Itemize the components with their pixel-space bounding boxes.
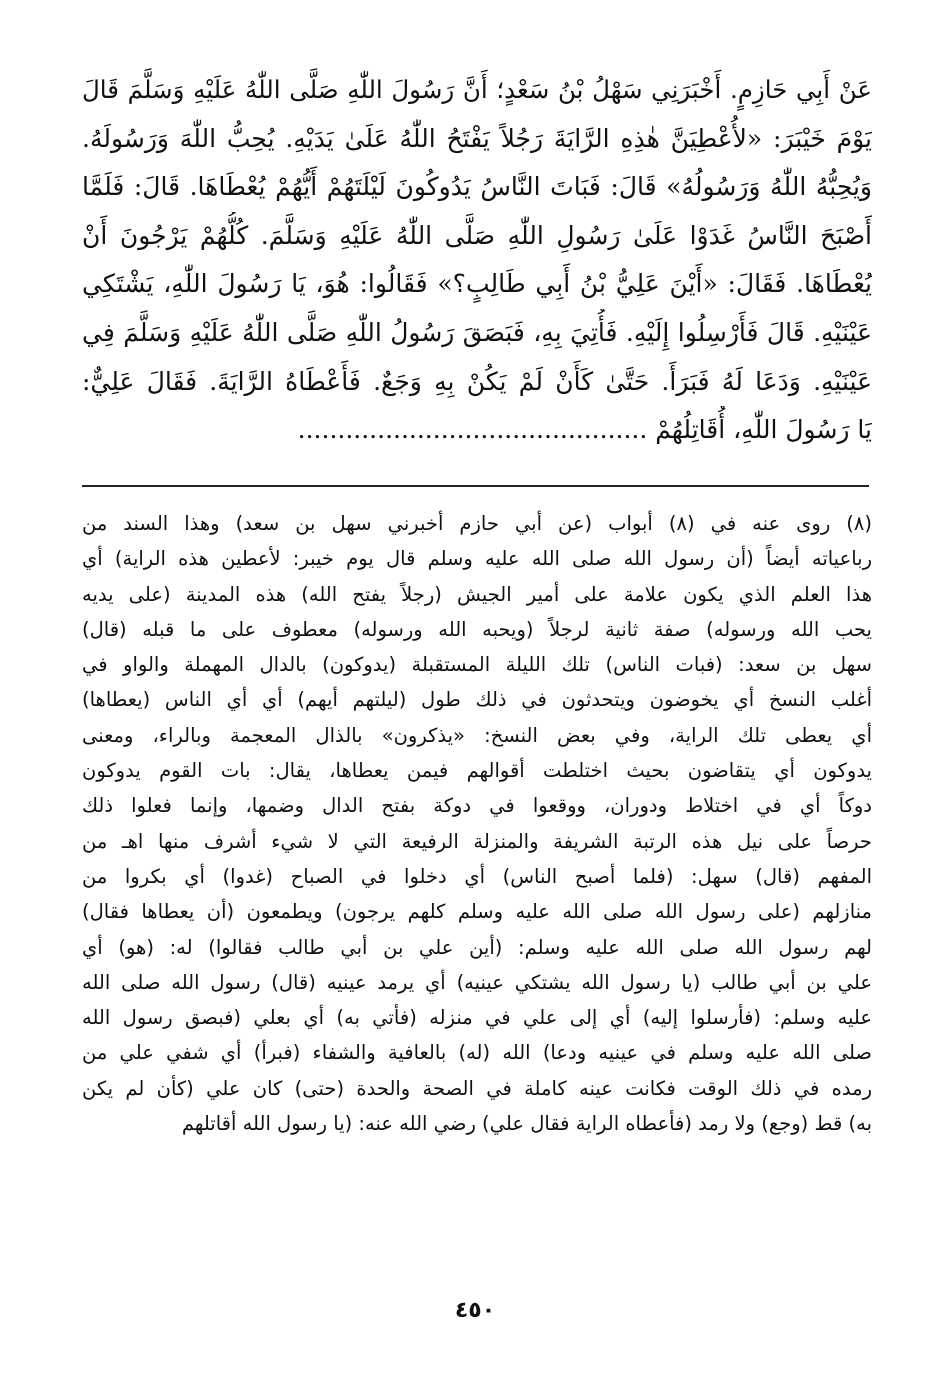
hadith-line: يُعْطَاهَا. فَقَالَ: «أَيْنَ عَلِيُّ بْنُ أَبِي طَالِبٍ؟» فَقَالُوا: هُوَ، يَا رَسُولَ اللّٰهِ، يَشْتَكِي xyxy=(82,269,872,299)
footnote-line: رمده في ذلك الوقت فكانت عينه كاملة في الصحة والحدة (حتى) كان علي (كأن لم يكن xyxy=(82,1076,872,1100)
hadith-line: وَيُحِبُّهُ اللّٰهُ وَرَسُولُهُ» قَالَ: فَبَاتَ النَّاسُ يَدُوكُونَ لَيْلَتَهُمْ أَيُّهُمْ يُعْطَاهَا. قَالَ: فَلَمَّا xyxy=(82,172,872,202)
hadith-line: عَيْنَيْهِ. وَدَعَا لَهُ فَبَرَأَ. حَتَّىٰ كَأَنْ لَمْ يَكُنْ بِهِ وَجَعٌ. فَأَعْطَاهُ الرَّايَةَ. فَقَالَ عَلِيٌّ: xyxy=(82,366,872,396)
hadith-line: يَا رَسُولَ اللّٰهِ، أُقَاتِلُهُمْ ............................................ xyxy=(297,415,872,445)
hadith-line: أَصْبَحَ النَّاسُ غَدَوْا عَلَىٰ رَسُولِ اللّٰهِ صَلَّى اللّٰهُ عَلَيْهِ وَسَلَّمَ. كُلُّهُمْ يَرْجُونَ أَنْ xyxy=(82,220,872,250)
footnote-line: أغلب النسخ أي يخوضون ويتحدثون في ذلك طول (ليلتهم أيهم) أي أي الناس (يعطاها) xyxy=(82,688,872,712)
footnote-line: حرصاً على نيل هذه الرتبة الشريفة والمنزلة الرفيعة التي لا شيء أشرف منها اهـ من xyxy=(82,829,872,853)
footnote-line: منازلهم (على رسول الله صلى الله عليه وسلم كلهم يرجون) ويطمعون (أن يعطاها فقال) xyxy=(82,900,872,924)
footnote-divider xyxy=(82,485,869,487)
footnote-line: دوكاً أي في اختلاط ودوران، ووقعوا في دوكة بفتح الدال وضمها، وإنما فعلوا ذلك xyxy=(82,794,872,818)
hadith-line: عَنْ أَبِي حَازِمٍ. أَخْبَرَنِي سَهْلُ بْنُ سَعْدٍ؛ أَنَّ رَسُولَ اللّٰهِ صَلَّى اللّٰهُ عَلَيْهِ وَسَلَّمَ قَالَ xyxy=(82,75,872,104)
footnote-line: يحب الله ورسوله) صفة ثانية لرجلاً (ويحبه الله ورسوله) معطوف على ما قبله (قال) xyxy=(82,617,872,641)
hadith-line: عَيْنَيْهِ. قَالَ فَأَرْسِلُوا إِلَيْهِ. فَأُتِيَ بِهِ، فَبَصَقَ رَسُولُ اللّٰهِ صَلَّى اللّٰهُ عَلَيْهِ وَسَلَّمَ فِي xyxy=(82,317,872,347)
footnote-line: (٨) روى عنه في (٨) أبواب (عن أبي حازم أخبرني سهل بن سعد) وهذا السند من xyxy=(82,512,872,535)
hadith-line: يَوْمَ خَيْبَرَ: «لأُعْطِيَنَّ هٰذِهِ الرَّايَةَ رَجُلاً يَفْتَحُ اللّٰهُ عَلَىٰ يَدَيْهِ. يُحِبُّ اللّٰهَ وَرَسُولَهُ. xyxy=(82,123,872,153)
footnote-line: يدوكون أي يتقاضون بحيث اختلطت أقوالهم فيمن يعطاها، يقال: بات القوم يدوكون xyxy=(82,759,872,783)
footnote-line: علي بن أبي طالب (يا رسول الله يشتكي عينيه) أي يرمد عينيه (قال) رسول الله صلى الله xyxy=(82,970,872,994)
footnote-line: عليه وسلم: (فأرسلوا إليه) أي إلى علي في منزله (فأتي به) أي بعلي (فبصق رسول الله xyxy=(82,1006,872,1030)
commentary-footnote xyxy=(82,506,872,1141)
page-number: ٤٥٠ xyxy=(454,1298,496,1323)
footnote-line: رباعياته أيضاً (أن رسول الله صلى الله عليه وسلم قال يوم خيبر: لأعطين هذه الراية) أي xyxy=(82,547,872,571)
footnote-line: المفهم (قال) سهل: (فلما أصبح الناس) أي دخلوا في الصباح (غدوا) أي بكروا من xyxy=(82,864,872,888)
footnote-line: لهم رسول الله صلى الله عليه وسلم: (أين علي بن أبي طالب فقالوا) له: (هو) أي xyxy=(82,935,872,959)
footnote-line: هذا العلم الذي يكون علامة على أمير الجيش (رجلاً يفتح الله) هذه المدينة (على يديه xyxy=(82,582,872,606)
footnote-line: صلى الله عليه وسلم في عينيه ودعا) الله (له) بالعافية والشفاء (فبرأ) أي شفي علي من xyxy=(82,1041,872,1065)
footnote-line: به) قط (وجع) ولا رمد (فأعطاه الراية فقال علي) رضي الله عنه: (يا رسول الله أقاتلهم xyxy=(181,1112,872,1136)
footnote-line: سهل بن سعد: (فبات الناس) تلك الليلة المستقبلة (يدوكون) بالدال المهملة والواو في xyxy=(82,653,872,677)
footnote-line: أي يعطى تلك الراية، وفي بعض النسخ: «يذكرون» بالذال المعجمة وبالراء، ومعنى xyxy=(82,723,872,747)
hadith-text xyxy=(82,66,872,455)
